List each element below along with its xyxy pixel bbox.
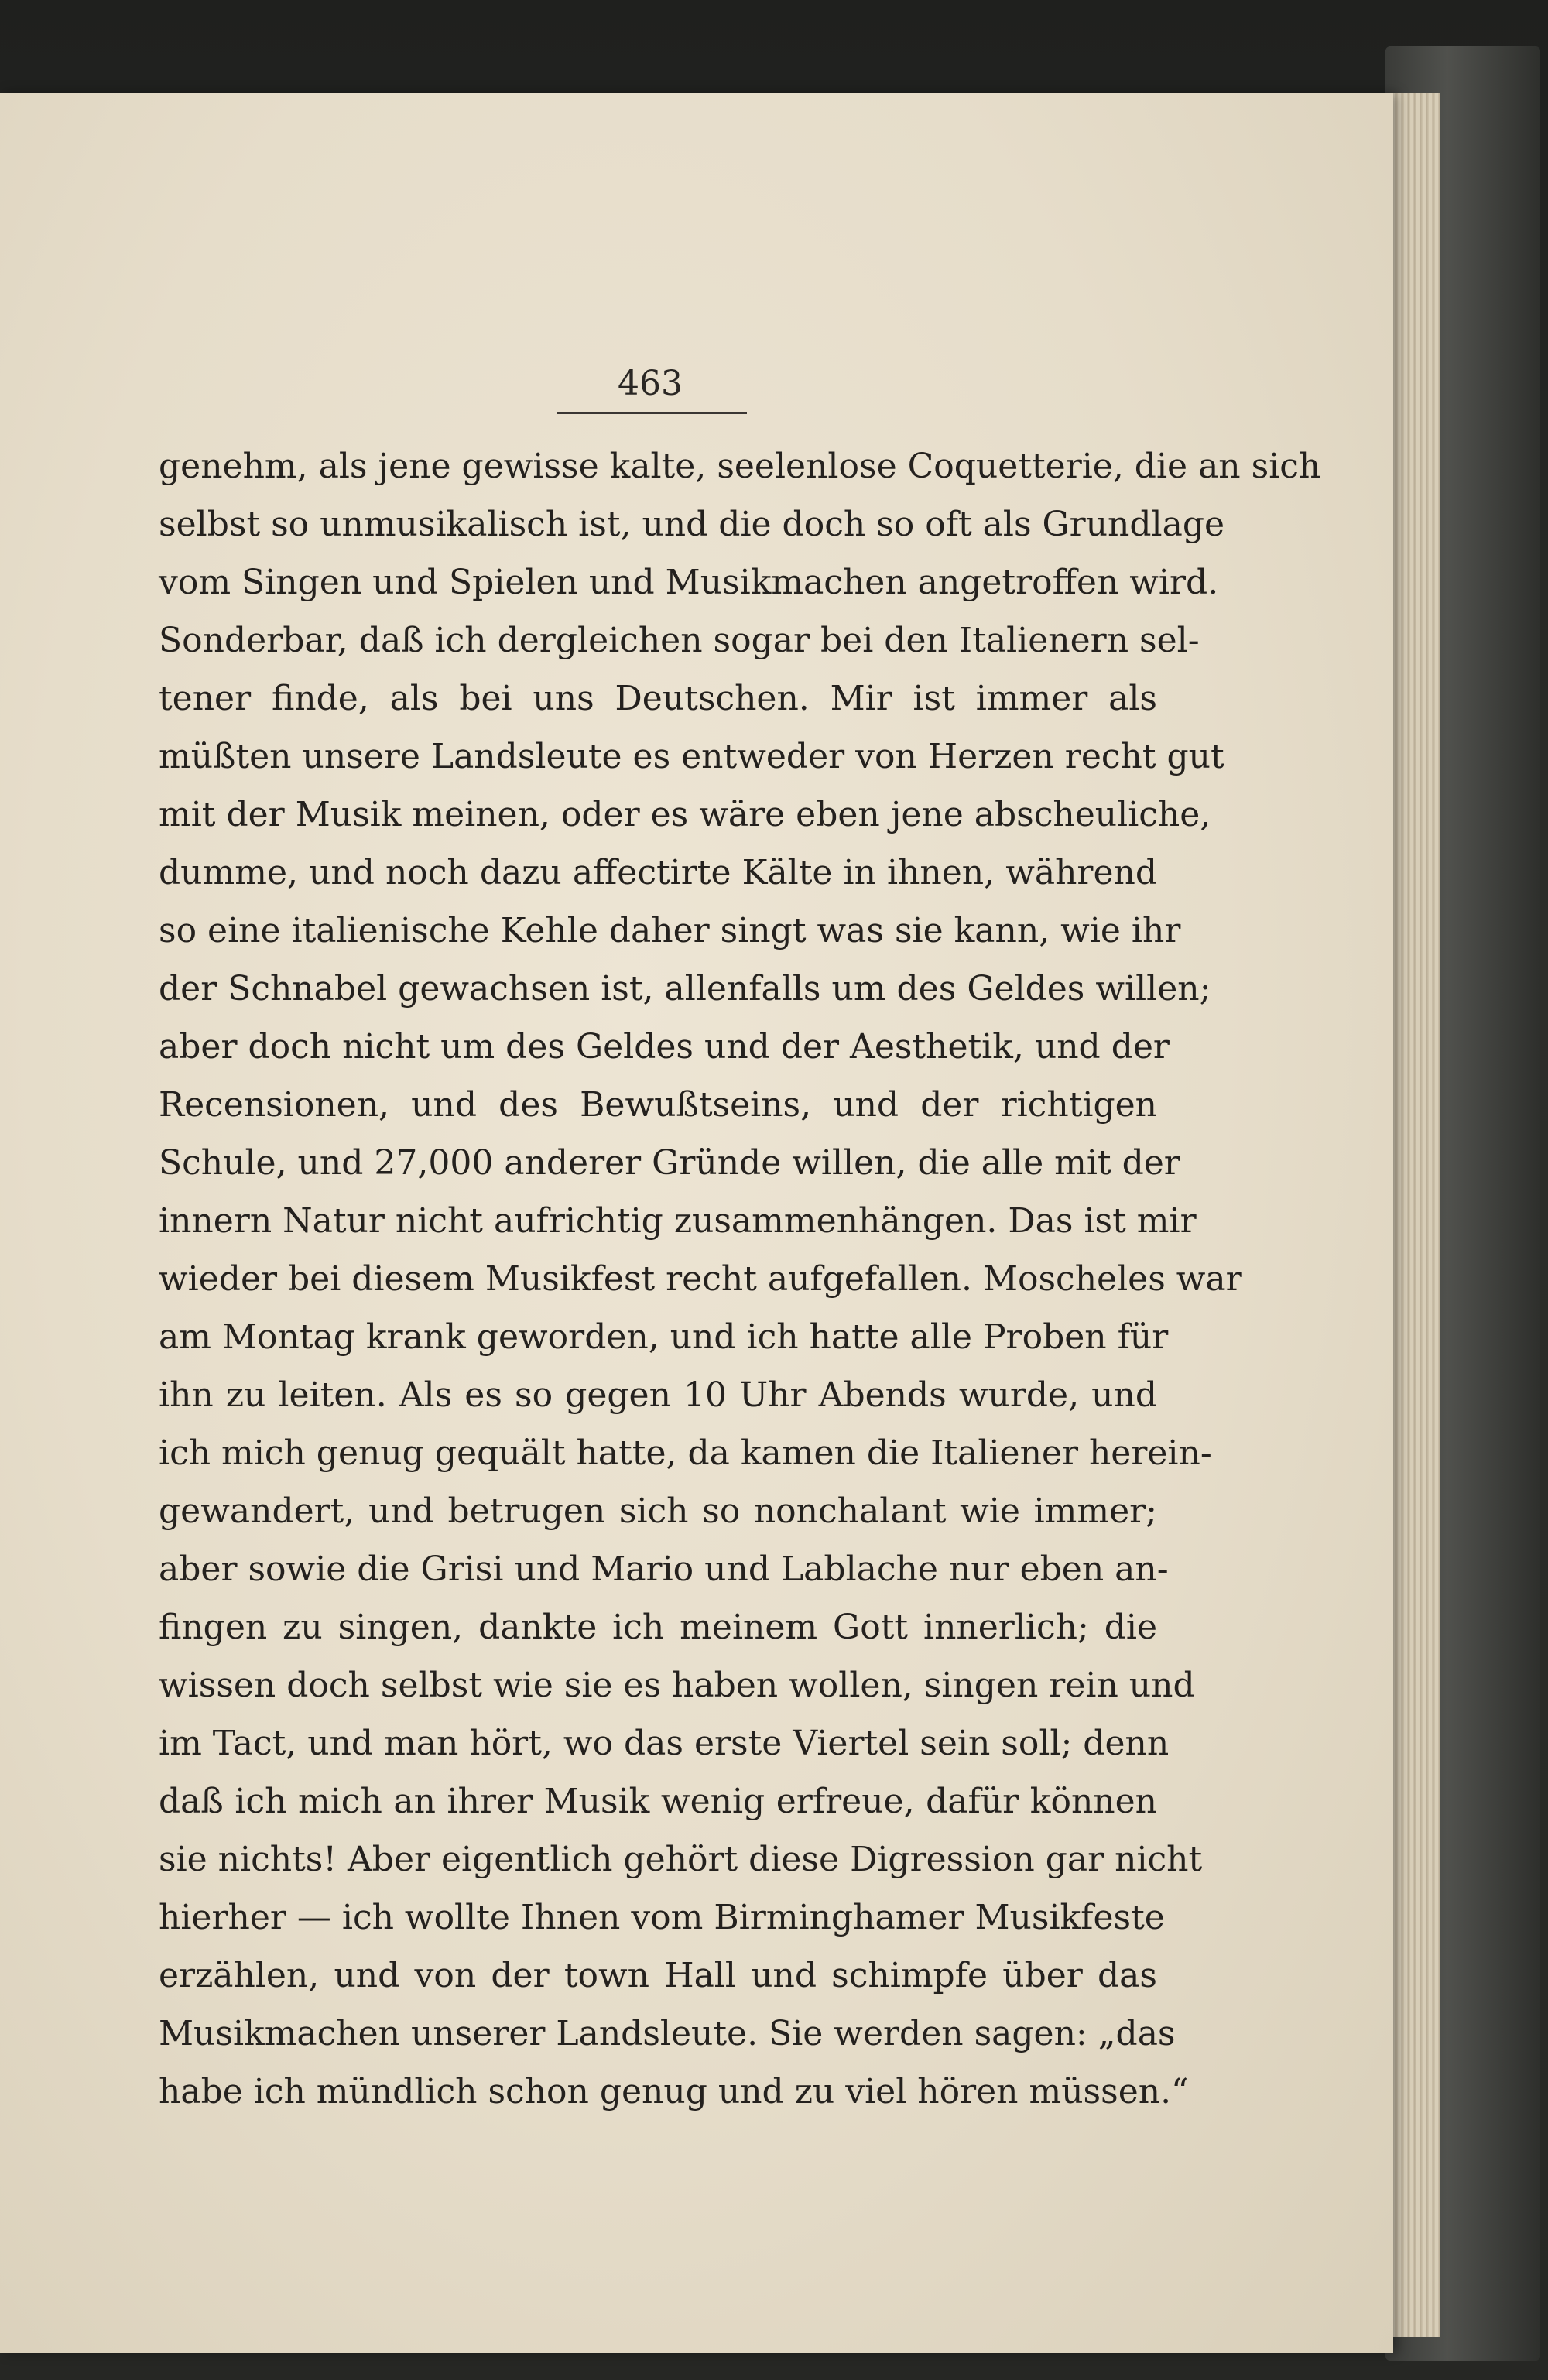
text-line: fingen zu singen, dankte ich meinem Gott innerlich; die bbox=[159, 1608, 1157, 1647]
header-rule bbox=[557, 412, 747, 414]
text-line: der Schnabel gewachsen ist, allenfalls um des Geldes willen; bbox=[159, 969, 1211, 1009]
text-line: genehm, als jene gewisse kalte, seelenlose Coquetterie, die an sich bbox=[159, 447, 1321, 486]
text-line: erzählen, und von der town Hall und schimpfe über das bbox=[159, 1956, 1157, 1995]
text-line: wissen doch selbst wie sie es haben wollen, singen rein und bbox=[159, 1666, 1195, 1705]
text-line: ihn zu leiten. Als es so gegen 10 Uhr Abends wurde, und bbox=[159, 1375, 1157, 1415]
text-line: wieder bei diesem Musikfest recht aufgefallen. Moscheles war bbox=[159, 1259, 1242, 1299]
text-line: aber doch nicht um des Geldes und der Aesthetik, und der bbox=[159, 1027, 1170, 1067]
text-line: am Montag krank geworden, und ich hatte alle Proben für bbox=[159, 1317, 1169, 1357]
text-line: so eine italienische Kehle daher singt was sie kann, wie ihr bbox=[159, 911, 1181, 950]
text-line: hierher — ich wollte Ihnen vom Birminghamer Musikfeste bbox=[159, 1898, 1165, 1937]
text-line: daß ich mich an ihrer Musik wenig erfreue, dafür können bbox=[159, 1782, 1157, 1821]
text-line: tener finde, als bei uns Deutschen. Mir ist immer als bbox=[159, 679, 1157, 718]
text-line: gewandert, und betrugen sich so nonchalant wie immer; bbox=[159, 1491, 1157, 1531]
text-line: sie nichts! Aber eigentlich gehört diese Digression gar nicht bbox=[159, 1840, 1203, 1879]
text-line: mit der Musik meinen, oder es wäre eben jene abscheuliche, bbox=[159, 795, 1211, 834]
text-line: im Tact, und man hört, wo das erste Viertel sein soll; denn bbox=[159, 1724, 1170, 1763]
page-stack-edge bbox=[1385, 93, 1440, 2337]
text-line: dumme, und noch dazu affectirte Kälte in ihnen, während bbox=[159, 853, 1157, 892]
text-line: Recensionen, und des Bewußtseins, und der richtigen bbox=[159, 1085, 1157, 1125]
text-line: ich mich genug gequält hatte, da kamen die Italiener herein- bbox=[159, 1433, 1212, 1473]
text-line: Schule, und 27,000 anderer Gründe willen, die alle mit der bbox=[159, 1143, 1180, 1183]
text-line: selbst so unmusikalisch ist, und die doch so oft als Grundlage bbox=[159, 505, 1225, 544]
text-line: müßten unsere Landsleute es entweder von Herzen recht gut bbox=[159, 737, 1224, 776]
text-line: habe ich mündlich schon genug und zu viel hören müssen.“ bbox=[159, 2072, 1189, 2111]
text-line: aber sowie die Grisi und Mario und Lablache nur eben an- bbox=[159, 1550, 1169, 1589]
text-line: Musikmachen unserer Landsleute. Sie werden sagen: „das bbox=[159, 2014, 1176, 2053]
book-page bbox=[0, 93, 1393, 2353]
text-line: innern Natur nicht aufrichtig zusammenhängen. Das ist mir bbox=[159, 1201, 1197, 1241]
page-number: 463 bbox=[618, 364, 683, 403]
text-line: Sonderbar, daß ich dergleichen sogar bei den Italienern sel- bbox=[159, 621, 1200, 660]
body-text bbox=[159, 437, 1321, 2121]
text-line: vom Singen und Spielen und Musikmachen angetroffen wird. bbox=[159, 563, 1219, 602]
